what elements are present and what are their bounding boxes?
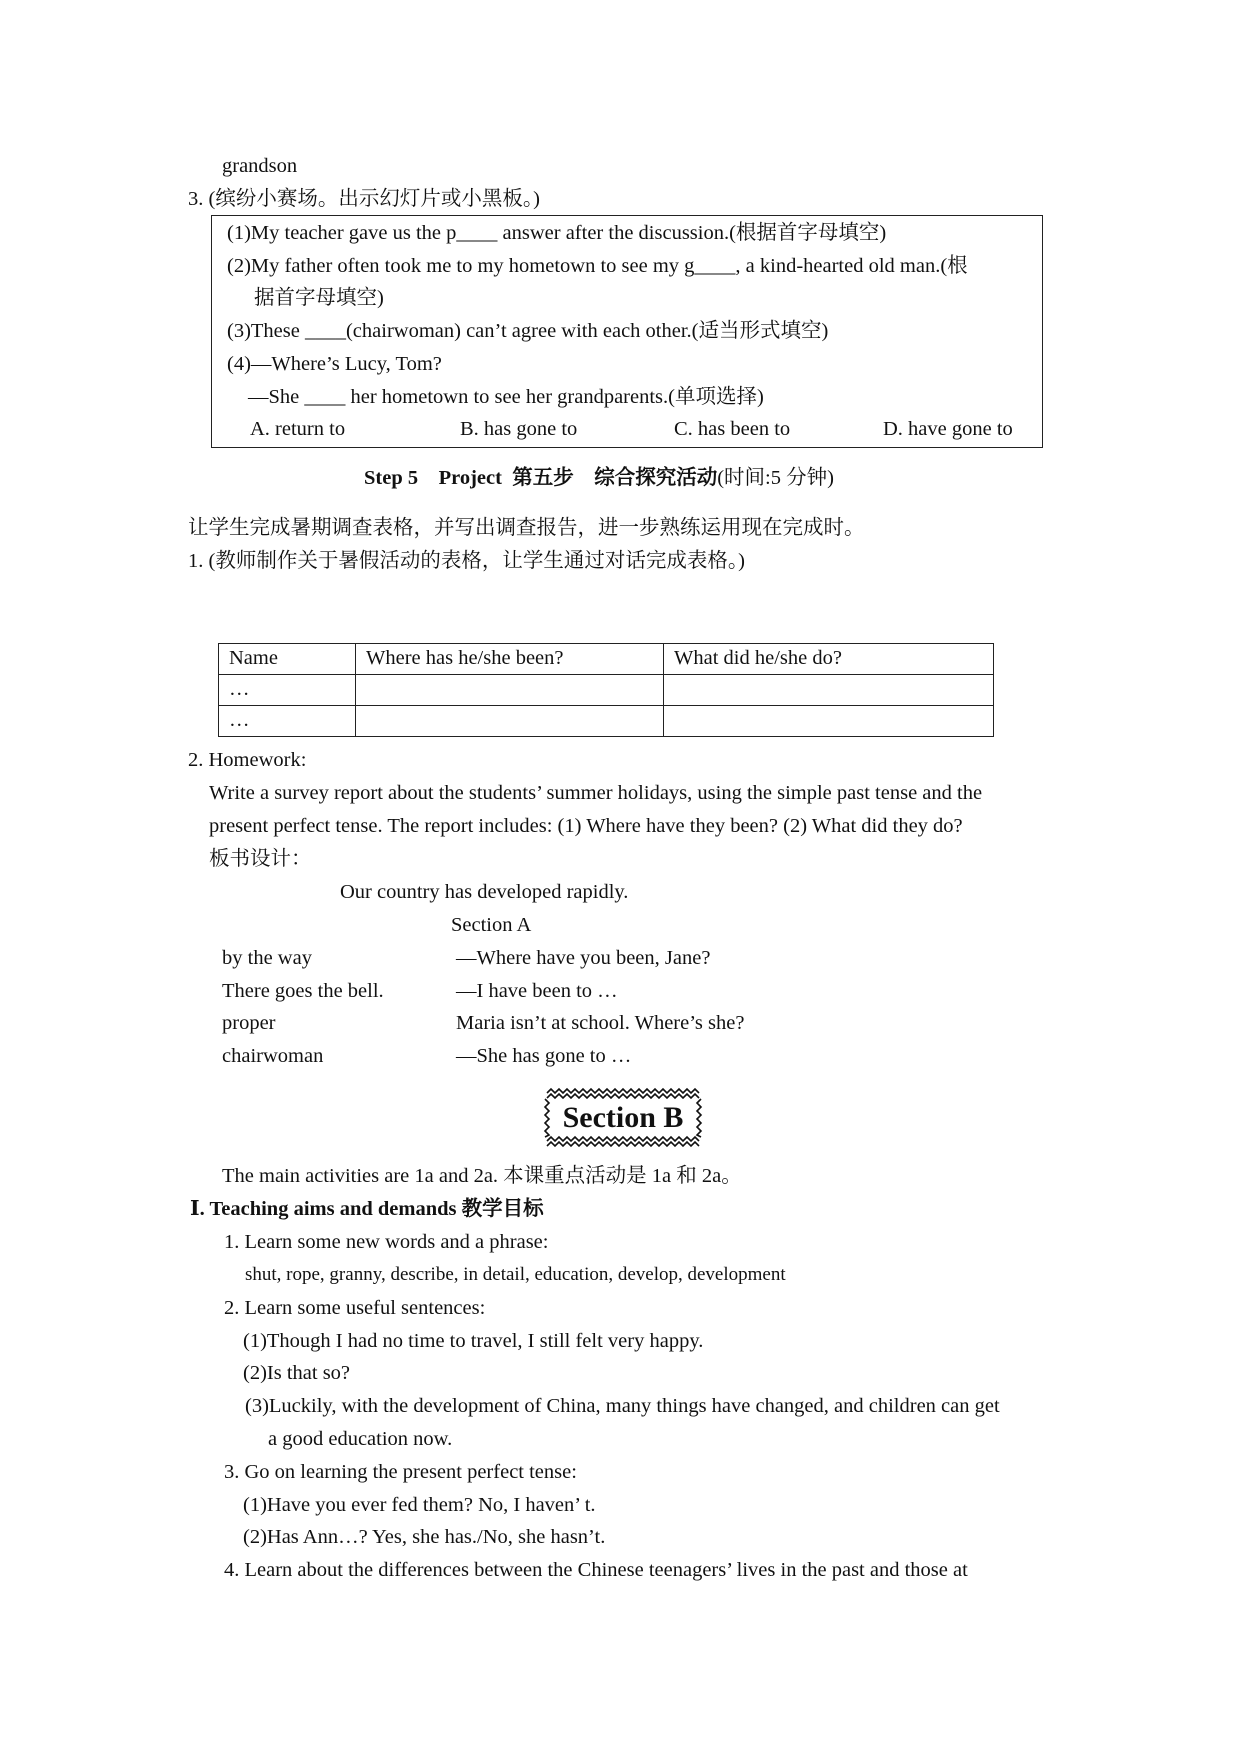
board-right-1: —Where have you been, Jane? [456, 947, 711, 969]
table-cell: … [219, 706, 356, 737]
header-where: Where has he/she been? [356, 644, 664, 675]
section-b-banner [543, 1087, 703, 1149]
question-1: (1)My teacher gave us the p____ answer after the discussion.(根据首字母填空) [227, 222, 887, 244]
step-5-heading [364, 466, 834, 492]
sentence-2: (2)Is that so? [243, 1362, 351, 1384]
perfect-tense-2: (2)Has Ann…? Yes, she has./No, she hasn’t. [243, 1526, 606, 1548]
board-left-2: There goes the bell. [222, 980, 384, 1002]
table-cell [356, 675, 664, 706]
board-left-3: proper [222, 1012, 276, 1034]
homework-label: 2. Homework: [188, 749, 307, 771]
step-5-title: Step 5 Project 第五步 综合探究活动 [364, 467, 718, 489]
table-cell [664, 706, 994, 737]
aims-item-3: 3. Go on learning the present perfect tense: [224, 1461, 577, 1483]
item-3-heading: 3. (缤纷小赛场。出示幻灯片或小黑板。) [188, 188, 540, 210]
table-cell [664, 675, 994, 706]
board-section: Section A [451, 914, 532, 936]
new-words: shut, rope, granny, describe, in detail, education, develop, development [245, 1264, 786, 1285]
board-right-3: Maria isn’t at school. Where’s she? [456, 1012, 745, 1034]
table-cell: … [219, 675, 356, 706]
board-right-2: —I have been to … [456, 980, 618, 1002]
sentence-3-line-1: (3)Luckily, with the development of China, many things have changed, and children can get [245, 1395, 1000, 1417]
table-cell [356, 706, 664, 737]
perfect-tense-1: (1)Have you ever fed them? No, I haven’ t. [243, 1494, 596, 1516]
step-5-time: (时间:5 分钟) [717, 467, 834, 489]
board-left-1: by the way [222, 947, 312, 969]
sentence-1: (1)Though I had no time to travel, I still felt very happy. [243, 1330, 704, 1352]
table-header-row [219, 644, 994, 675]
sentence-3-line-2: a good education now. [268, 1428, 453, 1450]
question-3: (3)These ____(chairwoman) can’t agree with each other.(适当形式填空) [227, 320, 829, 342]
header-name: Name [219, 644, 356, 675]
step-5-item-1: 1. (教师制作关于暑假活动的表格，让学生通过对话完成表格。) [188, 550, 745, 572]
option-d: D. have gone to [883, 418, 1013, 440]
section-b-title: Section B [562, 1101, 684, 1134]
text-grandson: grandson [222, 155, 298, 177]
question-2-line-2: 据首字母填空) [254, 287, 384, 309]
step-5-intro: 让学生完成暑期调查表格，并写出调查报告，进一步熟练运用现在完成时。 [188, 517, 865, 539]
survey-table [218, 643, 994, 737]
board-design-label: 板书设计： [209, 848, 312, 870]
option-b: B. has gone to [460, 418, 578, 440]
board-left-4: chairwoman [222, 1045, 324, 1067]
question-2-line-1: (2)My father often took me to my hometown to see my g____, a kind-hearted old man.(根 [227, 255, 968, 277]
aims-item-2: 2. Learn some useful sentences: [224, 1297, 486, 1319]
aims-item-1: 1. Learn some new words and a phrase: [224, 1231, 549, 1253]
board-right-4: —She has gone to … [456, 1045, 632, 1067]
main-activities: The main activities are 1a and 2a. 本课重点活动是 1a 和 2a。 [222, 1165, 742, 1187]
aims-item-4: 4. Learn about the differences between the Chinese teenagers’ lives in the past and those at [224, 1559, 968, 1581]
teaching-aims-heading: Ⅰ. Teaching aims and demands 教学目标 [190, 1198, 544, 1220]
board-title: Our country has developed rapidly. [340, 881, 629, 903]
option-c: C. has been to [674, 418, 791, 440]
question-4-line-2: —She ____ her hometown to see her grandparents.(单项选择) [248, 386, 764, 408]
homework-line-1: Write a survey report about the students’ summer holidays, using the simple past tense and the [209, 782, 983, 804]
header-what: What did he/she do? [664, 644, 994, 675]
option-a: A. return to [250, 418, 346, 440]
table-row [219, 706, 994, 737]
homework-line-2: present perfect tense. The report includes: (1) Where have they been? (2) What did they do? [209, 815, 963, 837]
question-4-line-1: (4)—Where’s Lucy, Tom? [227, 353, 442, 375]
table-row [219, 675, 994, 706]
